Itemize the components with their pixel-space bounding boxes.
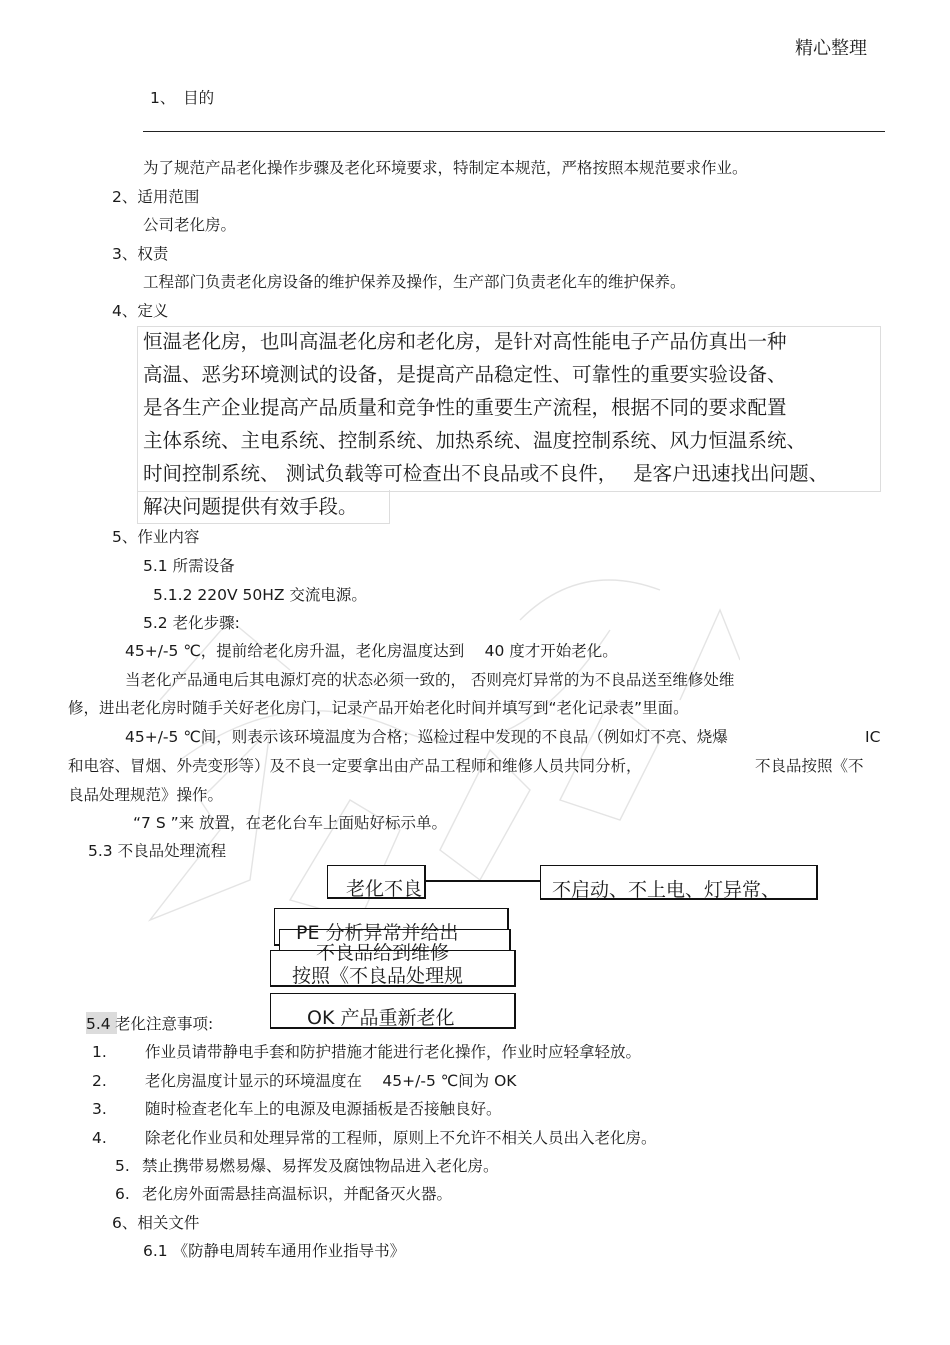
section-5-1-heading: 5.1 所需设备 — [143, 557, 235, 575]
step-line-tail: 不良品按照《不 — [755, 757, 864, 775]
section-5-4-title: 老化注意事项: — [115, 1015, 214, 1033]
section-5-3-heading: 5.3 不良品处理流程 — [88, 842, 227, 860]
section-6-1-item: 6.1 《防静电周转车通用作业指导书》 — [143, 1242, 406, 1260]
flow-label-aging-bad: 老化不良 — [346, 878, 423, 900]
step-line: 良品处理规范》操作。 — [68, 786, 224, 804]
page-header-title: 精心整理 — [795, 38, 867, 59]
step-line: 当老化产品通电后其电源灯亮的状态必须一致的， 否则亮灯异常的为不良品送至维修处维 — [125, 671, 735, 689]
flow-label-to-repair: 不良品给到维修 — [316, 942, 450, 964]
step-line-ic: IC — [865, 728, 881, 746]
flow-connector — [425, 880, 540, 882]
note-text: 作业员请带静电手套和防护措施才能进行老化操作，作业时应轻拿轻放。 — [145, 1043, 642, 1061]
heading-underline — [143, 131, 885, 132]
definition-line: 是各生产企业提高产品质量和竞争性的重要生产流程，根据不同的要求配置 — [143, 396, 787, 419]
note-number: 4. — [92, 1129, 107, 1147]
flow-label-per-rules: 按照《不良品处理规 — [292, 965, 464, 987]
step-line: 修，进出老化房时随手关好老化房门，记录产品开始老化时间并填写到“老化记录表”里面。 — [68, 699, 689, 717]
definition-line: 主体系统、主电系统、控制系统、加热系统、温度控制系统、风力恒温系统、 — [143, 429, 807, 452]
note-number: 3. — [92, 1100, 107, 1118]
step-line: 45+/-5 ℃，提前给老化房升温，老化房温度达到 40 度才开始老化。 — [125, 642, 618, 660]
definition-line: 解决问题提供有效手段。 — [143, 495, 358, 518]
note-text: 老化房外面需悬挂高温标识，并配备灭火器。 — [142, 1185, 453, 1203]
step-line: 45+/-5 ℃间，则表示该环境温度为合格；巡检过程中发现的不良品（例如灯不亮、烧爆 — [125, 728, 728, 746]
flow-label-symptoms: 不启动、不上电、灯异常、 — [552, 879, 781, 901]
section-6-heading: 6、相关文件 — [112, 1214, 200, 1232]
note-text: 老化房温度计显示的环境温度在 45+/-5 ℃间为 OK — [145, 1072, 517, 1090]
definition-line: 时间控制系统、 测试负载等可检查出不良品或不良件， 是客户迅速找出问题、 — [143, 462, 829, 485]
note-number: 2. — [92, 1072, 107, 1090]
note-text: 禁止携带易燃易爆、易挥发及腐蚀物品进入老化房。 — [142, 1157, 499, 1175]
section-1-body: 为了规范产品老化操作步骤及老化环境要求，特制定本规范，严格按照本规范要求作业。 — [143, 159, 748, 177]
section-1-heading: 1、 目的 — [150, 89, 215, 107]
flow-label-ok-reage: OK 产品重新老化 — [307, 1007, 455, 1029]
section-5-4-number: 5.4 — [86, 1015, 111, 1033]
step-line: “7 S ”来 放置，在老化台车上面贴好标示单。 — [133, 814, 448, 832]
note-text: 随时检查老化车上的电源及电源插板是否接触良好。 — [145, 1100, 502, 1118]
flow-label-pe-analysis: PE 分析异常并给出 — [296, 922, 459, 944]
section-2-body: 公司老化房。 — [143, 216, 237, 234]
note-number: 5. — [115, 1157, 130, 1175]
note-number: 6. — [115, 1185, 130, 1203]
section-3-heading: 3、权责 — [112, 245, 169, 263]
section-5-1-2: 5.1.2 220V 50HZ 交流电源。 — [153, 586, 367, 604]
definition-line: 恒温老化房，也叫高温老化房和老化房，是针对高性能电子产品仿真出一种 — [143, 330, 787, 353]
definition-line: 高温、恶劣环境测试的设备，是提高产品稳定性、可靠性的重要实验设备、 — [143, 363, 787, 386]
section-3-body: 工程部门负责老化房设备的维护保养及操作，生产部门负责老化车的维护保养。 — [143, 273, 686, 291]
section-5-2-heading: 5.2 老化步骤: — [143, 614, 240, 632]
note-number: 1. — [92, 1043, 107, 1061]
note-text: 除老化作业员和处理异常的工程师，原则上不允许不相关人员出入老化房。 — [145, 1129, 657, 1147]
section-2-heading: 2、适用范围 — [112, 188, 200, 206]
step-line: 和电容、冒烟、外壳变形等）及不良一定要拿出由产品工程师和维修人员共同分析， — [68, 757, 642, 775]
section-5-heading: 5、作业内容 — [112, 528, 200, 546]
section-4-heading: 4、定义 — [112, 302, 169, 320]
